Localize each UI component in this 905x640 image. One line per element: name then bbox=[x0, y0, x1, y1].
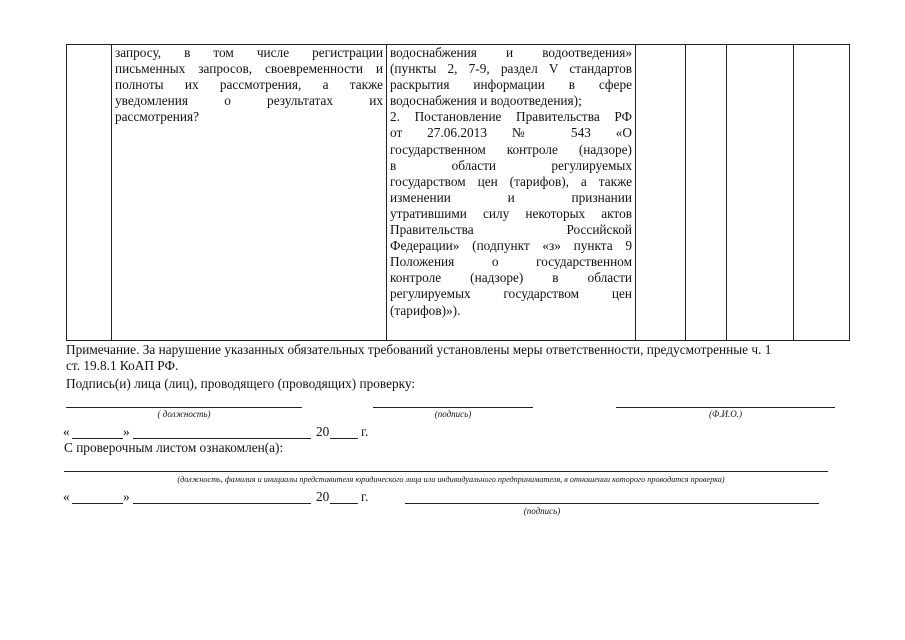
acquainted-details-caption: (должность, фамилия и инициалы представителя юридического лица или индивидуального предпринимателя, в отношении которого проводится проверка) bbox=[177, 475, 725, 484]
position-caption: ( должность) bbox=[157, 409, 211, 419]
requisites-line: раскрытия информации в сфере bbox=[390, 77, 632, 93]
date2-month-line bbox=[133, 503, 311, 504]
acquainted-details-line bbox=[64, 471, 828, 472]
requisites-line: Федерации» (подпункт «з» пункта 9 bbox=[390, 238, 632, 254]
table-cell-requisites bbox=[387, 45, 636, 341]
checklist-table bbox=[66, 44, 850, 341]
date2-year-line bbox=[330, 503, 358, 504]
acquainted-label: С проверочным листом ознакомлен(а): bbox=[64, 440, 284, 455]
requisites-line: водоснабжения и водоотведения» bbox=[390, 45, 632, 60]
requisites-line: водоснабжения и водоотведения); bbox=[390, 93, 582, 109]
date2-quote-close: » bbox=[123, 489, 130, 504]
requisites-line: утратившими силу некоторых актов bbox=[390, 205, 632, 221]
table-cell-comment bbox=[794, 45, 850, 341]
table-row bbox=[67, 45, 850, 341]
question-line: уведомления о результатах их bbox=[115, 93, 383, 109]
table-cell-no bbox=[686, 45, 727, 341]
table-cell-question bbox=[112, 45, 387, 341]
fio-line bbox=[616, 407, 835, 408]
table-cell-not-applicable bbox=[727, 45, 794, 341]
date2-day-line bbox=[72, 503, 123, 504]
requisites-line: (пункты 2, 7-9, раздел V стандартов bbox=[390, 61, 632, 77]
requisites-line: Положения о государственном bbox=[390, 254, 632, 270]
requisites-line: контроле (надзоре) в области bbox=[390, 270, 632, 286]
signature-line bbox=[373, 407, 533, 408]
table-cell-yes bbox=[636, 45, 686, 341]
requisites-line: государством цен (тарифов), а также bbox=[390, 173, 632, 189]
requisites-line: Правительства Российской bbox=[390, 222, 632, 238]
question-line: запросу, в том числе регистрации bbox=[115, 45, 383, 60]
requisites-line: 2. Постановление Правительства РФ bbox=[390, 109, 632, 125]
question-line: рассмотрения? bbox=[115, 109, 200, 125]
date-year-prefix: 20 bbox=[316, 424, 330, 439]
signature2-line bbox=[405, 503, 819, 504]
date-quote-close: » bbox=[123, 424, 130, 439]
date-year-line bbox=[330, 438, 358, 439]
date-quote-open: « bbox=[63, 424, 70, 439]
question-line: письменных запросов, своевременности и bbox=[115, 61, 383, 77]
requisites-line: от 27.06.2013 № 543 «О bbox=[390, 125, 632, 141]
requisites-line: (тарифов)»). bbox=[390, 302, 461, 318]
question-line: полноты их рассмотрения, а также bbox=[115, 77, 383, 93]
date2-year-suffix: г. bbox=[361, 489, 369, 504]
date2-quote-open: « bbox=[63, 489, 70, 504]
note-line-1: Примечание. За нарушение указанных обязательных требований установлены меры ответственности, предусмотренные ч. 1 bbox=[66, 342, 772, 357]
requisites-line: регулируемых государством цен bbox=[390, 286, 632, 302]
fio-caption: (Ф.И.О.) bbox=[709, 409, 742, 419]
signature-caption: (подпись) bbox=[434, 409, 472, 419]
table-cell-number bbox=[67, 45, 112, 341]
signature2-caption: (подпись) bbox=[523, 506, 561, 516]
date-year-suffix: г. bbox=[361, 424, 369, 439]
requisites-line: изменении и признании bbox=[390, 189, 632, 205]
requisites-line: в области регулируемых bbox=[390, 157, 632, 173]
note-line-2: ст. 19.8.1 КоАП РФ. bbox=[66, 358, 179, 373]
date-month-line bbox=[133, 438, 311, 439]
requisites-line: государственном контроле (надзоре) bbox=[390, 141, 632, 157]
signature-intro: Подпись(и) лица (лиц), проводящего (проводящих) проверку: bbox=[66, 376, 416, 391]
position-line bbox=[66, 407, 302, 408]
date2-year-prefix: 20 bbox=[316, 489, 330, 504]
date-day-line bbox=[72, 438, 123, 439]
